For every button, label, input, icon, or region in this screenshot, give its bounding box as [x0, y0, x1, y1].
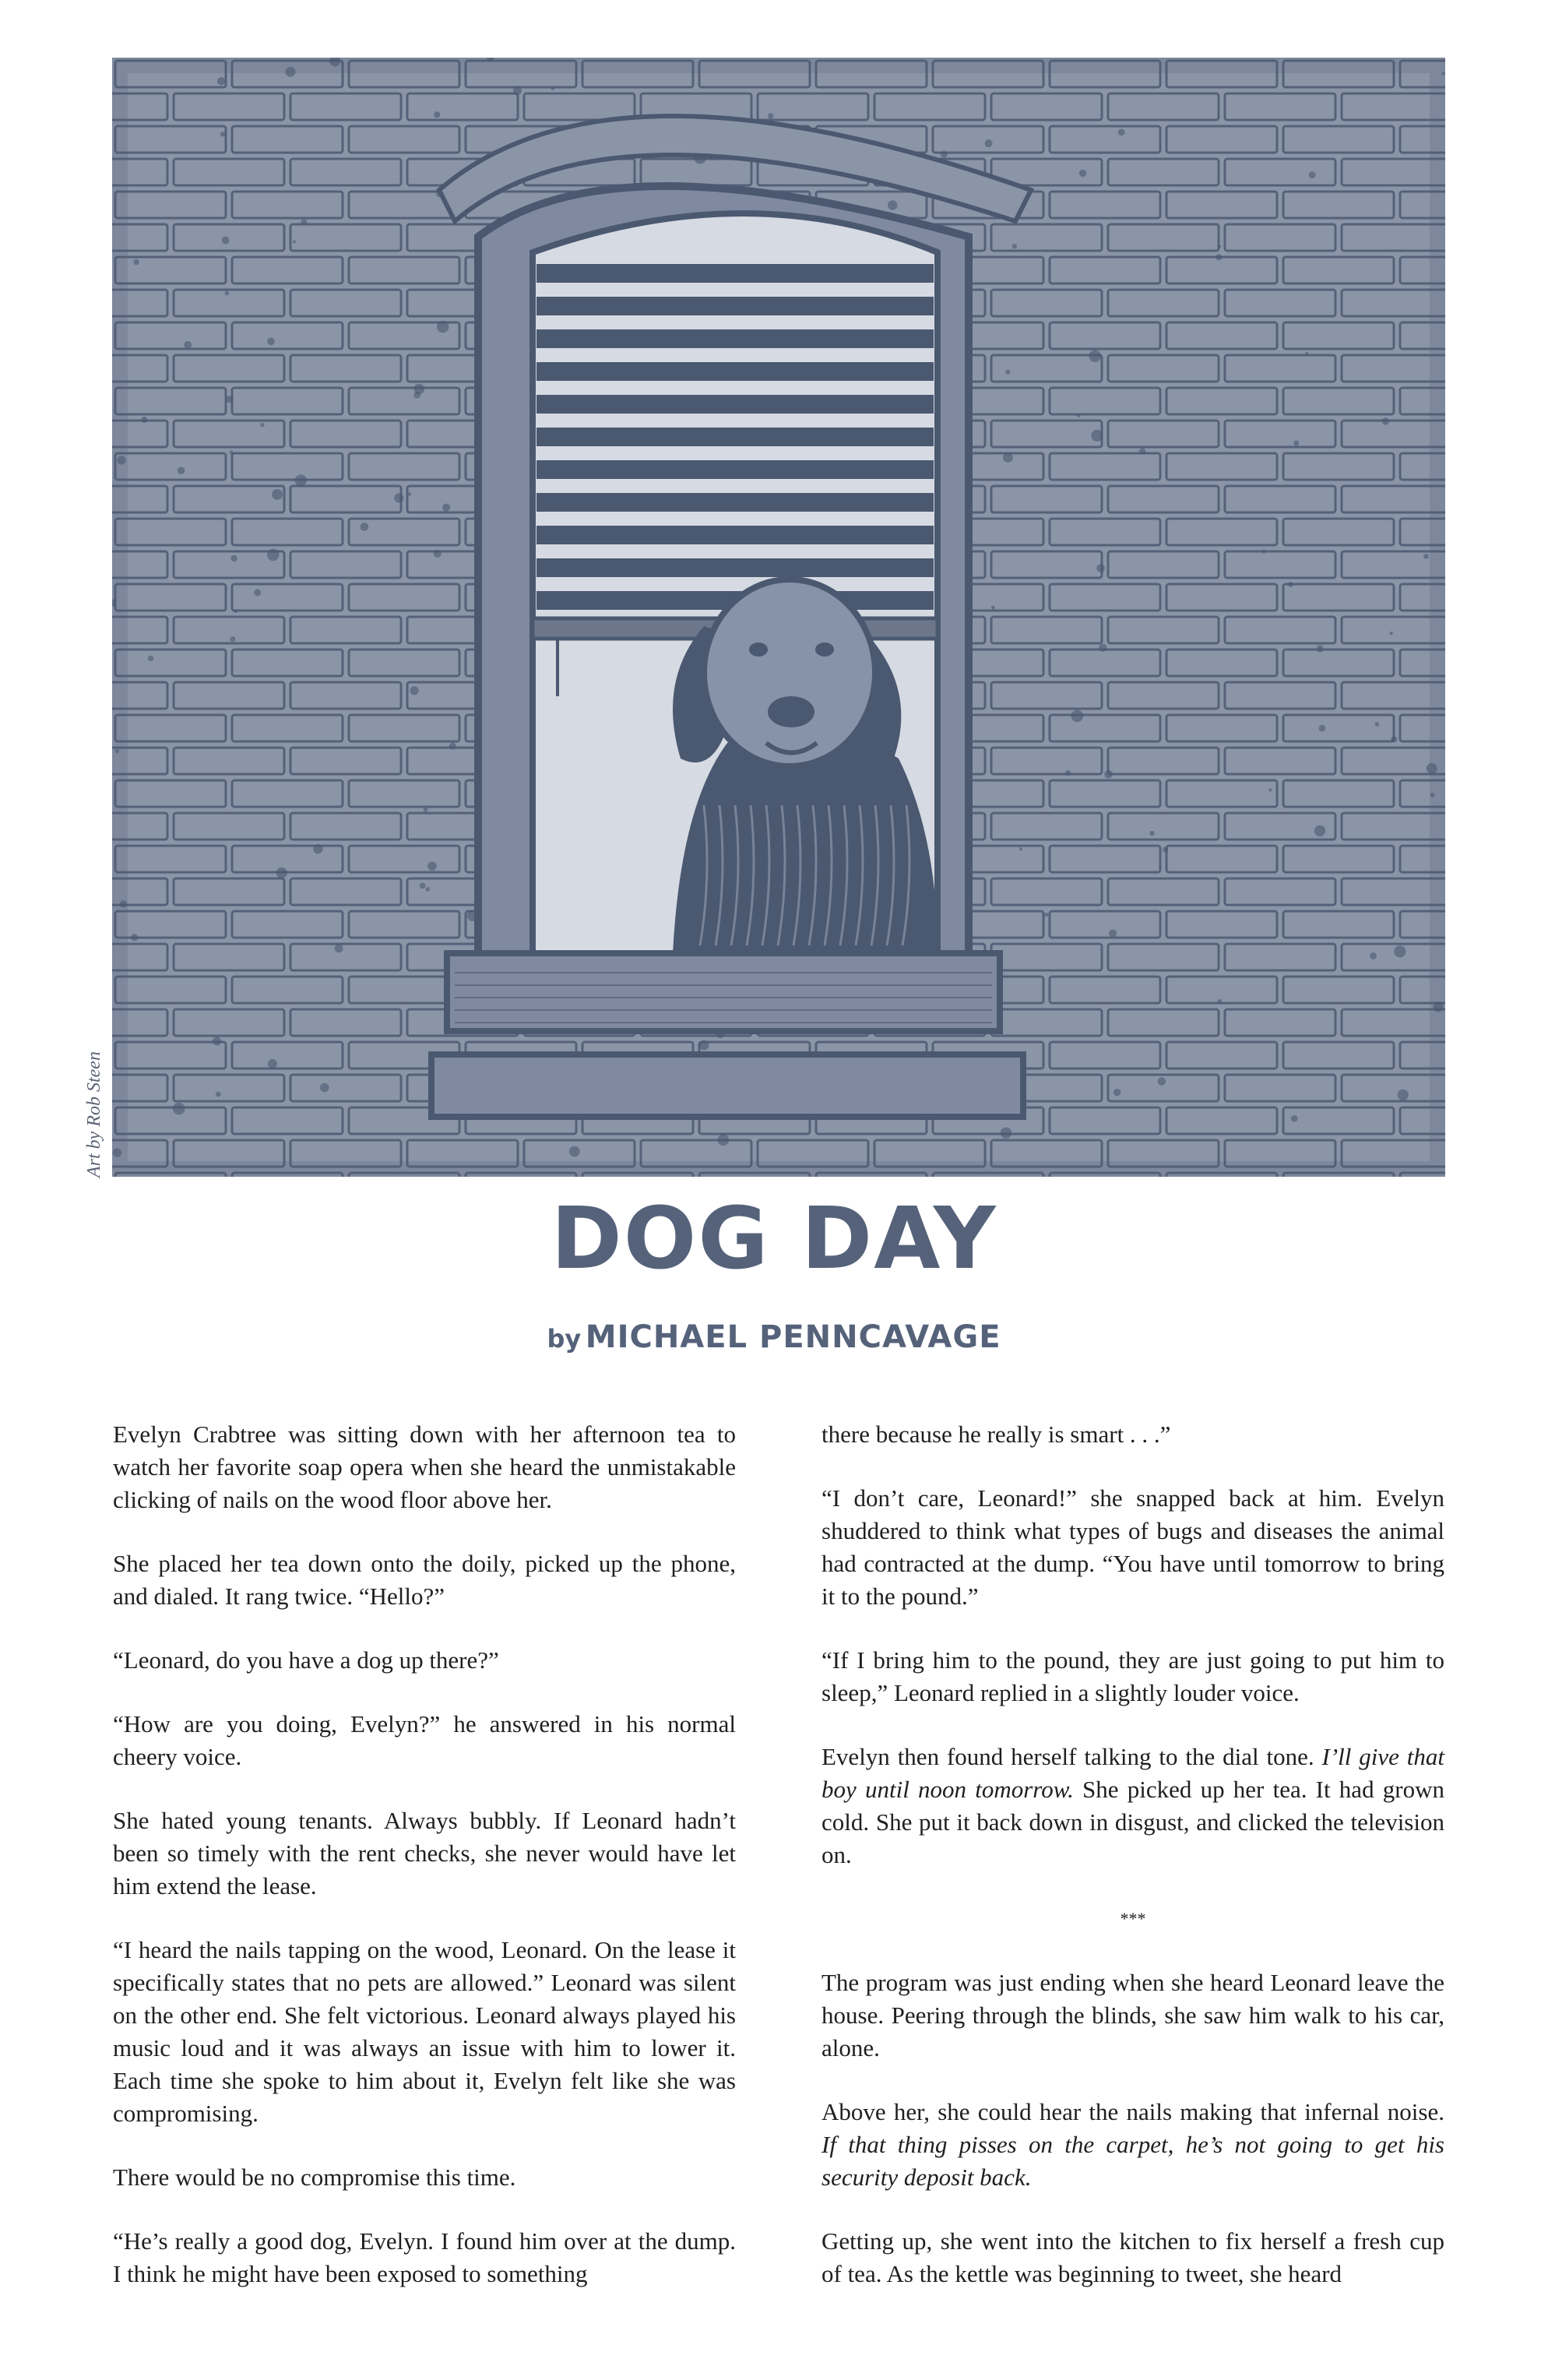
speckle — [1139, 448, 1145, 454]
speckle — [148, 656, 153, 661]
speckle — [285, 67, 295, 77]
speckle — [178, 466, 185, 474]
speckle — [313, 844, 322, 854]
speckle — [1441, 72, 1444, 75]
speckle — [113, 1148, 121, 1157]
speckle — [361, 523, 369, 531]
paragraph: “How are you doing, Evelyn?” he answered in his normal cheery voice. — [113, 1710, 736, 1770]
speckle — [1001, 1127, 1011, 1138]
speckle — [410, 686, 418, 695]
speckle — [1044, 913, 1048, 917]
speckle — [301, 219, 307, 225]
speckle — [1268, 788, 1272, 791]
speckle — [1077, 414, 1080, 417]
byline — [0, 1319, 1548, 1355]
speckle — [230, 555, 237, 562]
speckle — [442, 504, 450, 512]
speckle — [1293, 441, 1299, 446]
dog-eye-left — [749, 643, 768, 657]
speckle — [434, 550, 442, 558]
speckle — [1109, 929, 1117, 937]
section-separator: *** — [1120, 1909, 1146, 1928]
paragraph: “I heard the nails tapping on the wood, Leonard. On the lease it specifically states that no pets are allowed.” Leonard was silent on the other end. She felt victorious. Leonard always played his music loud and it was always an issue with him to lower it. Each time she spoke to him about it, Evelyn felt like she was compromising. — [113, 1936, 736, 2127]
speckle — [1291, 1115, 1298, 1122]
speckle — [1104, 770, 1113, 779]
speckle — [1079, 170, 1086, 177]
speckle — [260, 423, 264, 427]
speckle — [513, 86, 522, 95]
paragraph — [821, 1741, 1444, 1871]
dog-window-illustration — [112, 58, 1445, 1177]
paragraph: “Leonard, do you have a dog up there?” — [113, 1646, 499, 1674]
paragraph: there because he really is smart . . .” — [821, 1421, 1171, 1448]
italic-thought: I’ll give that boy until noon tomorrow. — [821, 1743, 1444, 1803]
speckle — [569, 1146, 580, 1157]
speckle — [1149, 831, 1154, 836]
paragraph: The program was just ending when she heard Leonard leave the house. Peering through the blinds, she saw him walk to his car, alone. — [821, 1969, 1444, 2061]
speckle — [295, 474, 307, 486]
speckle — [1005, 370, 1010, 375]
speckle — [1158, 1077, 1166, 1086]
paragraph: “I don’t care, Leonard!” she snapped back at him. Evelyn shuddered to think what types of bugs and diseases the animal had contracted at the dump. “You have until tomorrow to bring it to the pound.” — [821, 1484, 1444, 1610]
speckle — [1099, 644, 1106, 652]
speckle — [437, 321, 449, 333]
speckle — [1317, 645, 1324, 652]
speckle — [230, 636, 235, 642]
speckle — [1398, 1090, 1409, 1100]
blind-slat — [537, 329, 934, 348]
dog-eye-right — [815, 643, 834, 657]
speckle — [335, 944, 343, 952]
speckle — [985, 139, 993, 147]
paragraph: “If I bring him to the pound, they are just going to put him to sleep,” Leonard replied in a slightly louder voice. — [821, 1646, 1444, 1706]
speckle — [133, 259, 139, 266]
speckle — [222, 237, 230, 245]
speckle — [1118, 129, 1125, 136]
paragraph — [821, 2096, 1444, 2194]
speckle — [1305, 352, 1308, 355]
speckle — [117, 456, 125, 464]
speckle — [425, 887, 430, 892]
left-text-column — [113, 1418, 736, 2322]
story-illustration — [112, 58, 1445, 1177]
speckle — [1216, 254, 1222, 260]
speckle — [115, 749, 119, 753]
speckle — [1096, 564, 1105, 572]
speckle — [272, 489, 283, 500]
paragraph: She hated young tenants. Always bubbly. If Leonard hadn’t been so timely with the rent checks, she never would have let him extend the lease. — [113, 1807, 736, 1899]
dog-head — [704, 579, 875, 766]
speckle — [1012, 244, 1017, 248]
speckle — [420, 882, 426, 889]
speckle — [216, 1092, 221, 1097]
speckle — [1114, 1089, 1121, 1096]
speckle — [717, 1134, 729, 1146]
speckle — [1394, 945, 1406, 957]
dog-nose — [768, 696, 814, 727]
speckle — [1319, 725, 1326, 732]
speckle — [1314, 826, 1325, 836]
text-run: Above her, she could hear the nails making that infernal noise. — [821, 2098, 1444, 2125]
speckle — [434, 111, 440, 118]
speckle — [1071, 710, 1084, 723]
blind-slat — [537, 558, 934, 577]
speckle — [1089, 350, 1100, 362]
speckle — [941, 151, 948, 158]
paragraph: She placed her tea down onto the doily, picked up the phone, and dialed. It rang twice. “Hello?” — [113, 1550, 736, 1610]
speckle — [1217, 999, 1222, 1004]
speckle — [1370, 952, 1377, 959]
speckle — [424, 808, 428, 812]
paragraph: Evelyn Crabtree was sitting down with her afternoon tea to watch her favorite soap opera when she heard the unmistakable clicking of nails on the wood floor above her. — [113, 1421, 736, 1513]
speckle — [768, 113, 773, 118]
paragraph: “He’s really a good dog, Evelyn. I found him over at the dump. I think he might have been exposed to something — [113, 2227, 736, 2287]
speckle — [888, 200, 898, 210]
blind-slat — [537, 526, 934, 544]
speckle — [268, 1059, 277, 1069]
blind-slat — [537, 428, 934, 446]
blind-slat — [537, 460, 934, 479]
speckle — [1019, 847, 1022, 850]
speckle — [1288, 582, 1293, 587]
blind-slat — [537, 362, 934, 381]
speckle — [184, 341, 192, 349]
speckle — [1261, 550, 1265, 554]
author-name: MICHAEL PENNCAVAGE — [585, 1319, 1001, 1355]
blind-slat — [537, 297, 934, 315]
speckle — [141, 417, 147, 423]
speckle — [227, 396, 234, 403]
speckle — [293, 241, 296, 244]
speckle — [1218, 245, 1221, 248]
speckle — [1434, 1002, 1444, 1012]
speckle — [413, 392, 420, 399]
paragraph: Getting up, she went into the kitchen to fix herself a fresh cup of tea. As the kettle was beginning to tweet, she heard — [821, 2227, 1444, 2287]
speckle — [408, 492, 411, 495]
art-credit: Art by Rob Steen — [84, 1051, 104, 1178]
speckle — [254, 589, 261, 596]
speckle — [234, 610, 237, 613]
speckle — [991, 605, 995, 609]
speckle — [1430, 793, 1435, 797]
speckle — [1389, 632, 1392, 635]
blind-slat — [537, 264, 934, 283]
speckle — [427, 861, 437, 871]
speckle — [394, 493, 403, 502]
italic-thought: If that thing pisses on the carpet, he’s not going to get his security deposit back. — [821, 2131, 1444, 2191]
speckle — [225, 291, 230, 296]
speckle — [1391, 736, 1397, 742]
speckle — [229, 450, 233, 454]
speckle — [173, 1103, 185, 1115]
speckle — [276, 868, 287, 878]
speckle — [551, 86, 555, 90]
blind-slat — [537, 395, 934, 414]
text-run: She picked up her tea. It had grown cold. She put it back down in disgust, and clicked the television on. — [821, 1776, 1444, 1868]
right-text-column — [821, 1418, 1444, 2322]
speckle — [120, 900, 127, 907]
speckle — [267, 338, 275, 346]
speckle — [449, 742, 456, 749]
text-run: Evelyn then found herself talking to the dial tone. — [821, 1743, 1322, 1770]
speckle — [213, 1037, 221, 1045]
speckle — [1065, 770, 1071, 776]
window-ledge — [431, 1054, 1023, 1117]
paragraph: There would be no compromise this time. — [113, 2163, 516, 2191]
speckle — [1163, 847, 1168, 852]
speckle — [1427, 763, 1437, 774]
speckle — [217, 77, 225, 85]
speckle — [1003, 452, 1013, 463]
speckle — [1382, 417, 1389, 424]
speckle — [1423, 554, 1429, 559]
speckle — [1309, 171, 1316, 178]
speckle — [1375, 722, 1380, 727]
speckle — [220, 132, 225, 136]
speckle — [131, 934, 138, 941]
story-title: DOG DAY — [551, 1188, 997, 1288]
speckle — [1091, 430, 1103, 442]
speckle — [699, 1040, 709, 1051]
speckle — [320, 1083, 329, 1092]
window-sill — [447, 953, 1000, 1031]
blind-slat — [537, 493, 934, 512]
speckle — [267, 549, 279, 561]
byline-prefix: by — [547, 1324, 582, 1354]
